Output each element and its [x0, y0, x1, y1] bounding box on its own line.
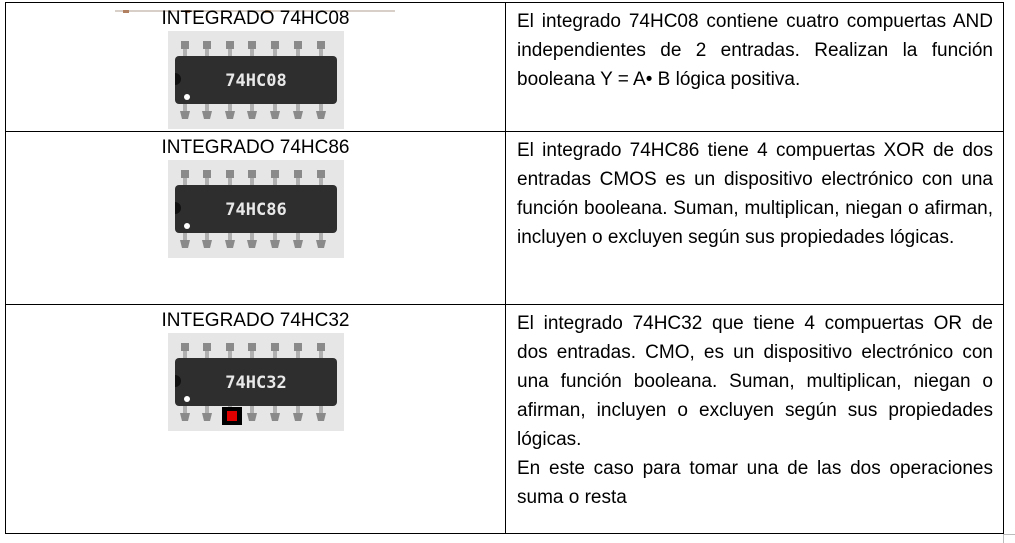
description-cell: [506, 305, 1003, 534]
chip-title: INTEGRADO 74HC08: [161, 8, 350, 29]
ic-chip-svg: [168, 160, 344, 258]
table-row: [6, 305, 1003, 534]
chip-title: INTEGRADO 74HC32: [161, 310, 350, 331]
chip-label: 74HC08: [225, 71, 287, 91]
table-row: [6, 3, 1003, 132]
pin1-marker-dot: [184, 94, 190, 100]
chip-cell: [6, 3, 505, 131]
ic-chip-image: [168, 160, 344, 258]
chip-title: INTEGRADO 74HC86: [161, 137, 350, 158]
page-corner-marker: [1003, 534, 1015, 543]
ic-chip-svg: [168, 31, 344, 129]
description-cell: [506, 132, 1003, 304]
chip-description: El integrado 74HC32 que tiene 4 compuertas OR de dos entradas. CMO, es un dispositivo electrónico con una función booleana. Suman, multiplican, niegan o afirman, incluyen o excluyen según sus propiedades lógicas.: [517, 313, 993, 450]
chip-description: El integrado 74HC08 contiene cuatro compuertas AND independientes de 2 entradas. Realizan la función booleana Y = A• B lógica positiva.: [517, 11, 993, 90]
chip-cell: [6, 132, 505, 304]
ic-chip-image: [168, 333, 344, 431]
chip-label: 74HC86: [225, 200, 287, 220]
pin1-marker-dot: [184, 396, 190, 402]
pin1-marker-dot: [184, 223, 190, 229]
ic-chip-image: [168, 31, 344, 129]
ic-table: [5, 2, 1004, 534]
chip-description-extra: En este caso para tomar una de las dos operaciones suma o resta: [517, 458, 993, 508]
ic-chip-svg: [168, 333, 344, 431]
chip-label: 74HC32: [225, 373, 287, 393]
table-row: [6, 132, 1003, 305]
chip-cell: [6, 305, 505, 534]
description-cell: [506, 3, 1003, 131]
chip-description: El integrado 74HC86 tiene 4 compuertas XOR de dos entradas CMOS es un dispositivo electrónico con una función booleana. Suman, multiplican, niegan o afirman, incluyen o excluyen según sus propiedades lógicas.: [517, 140, 993, 248]
